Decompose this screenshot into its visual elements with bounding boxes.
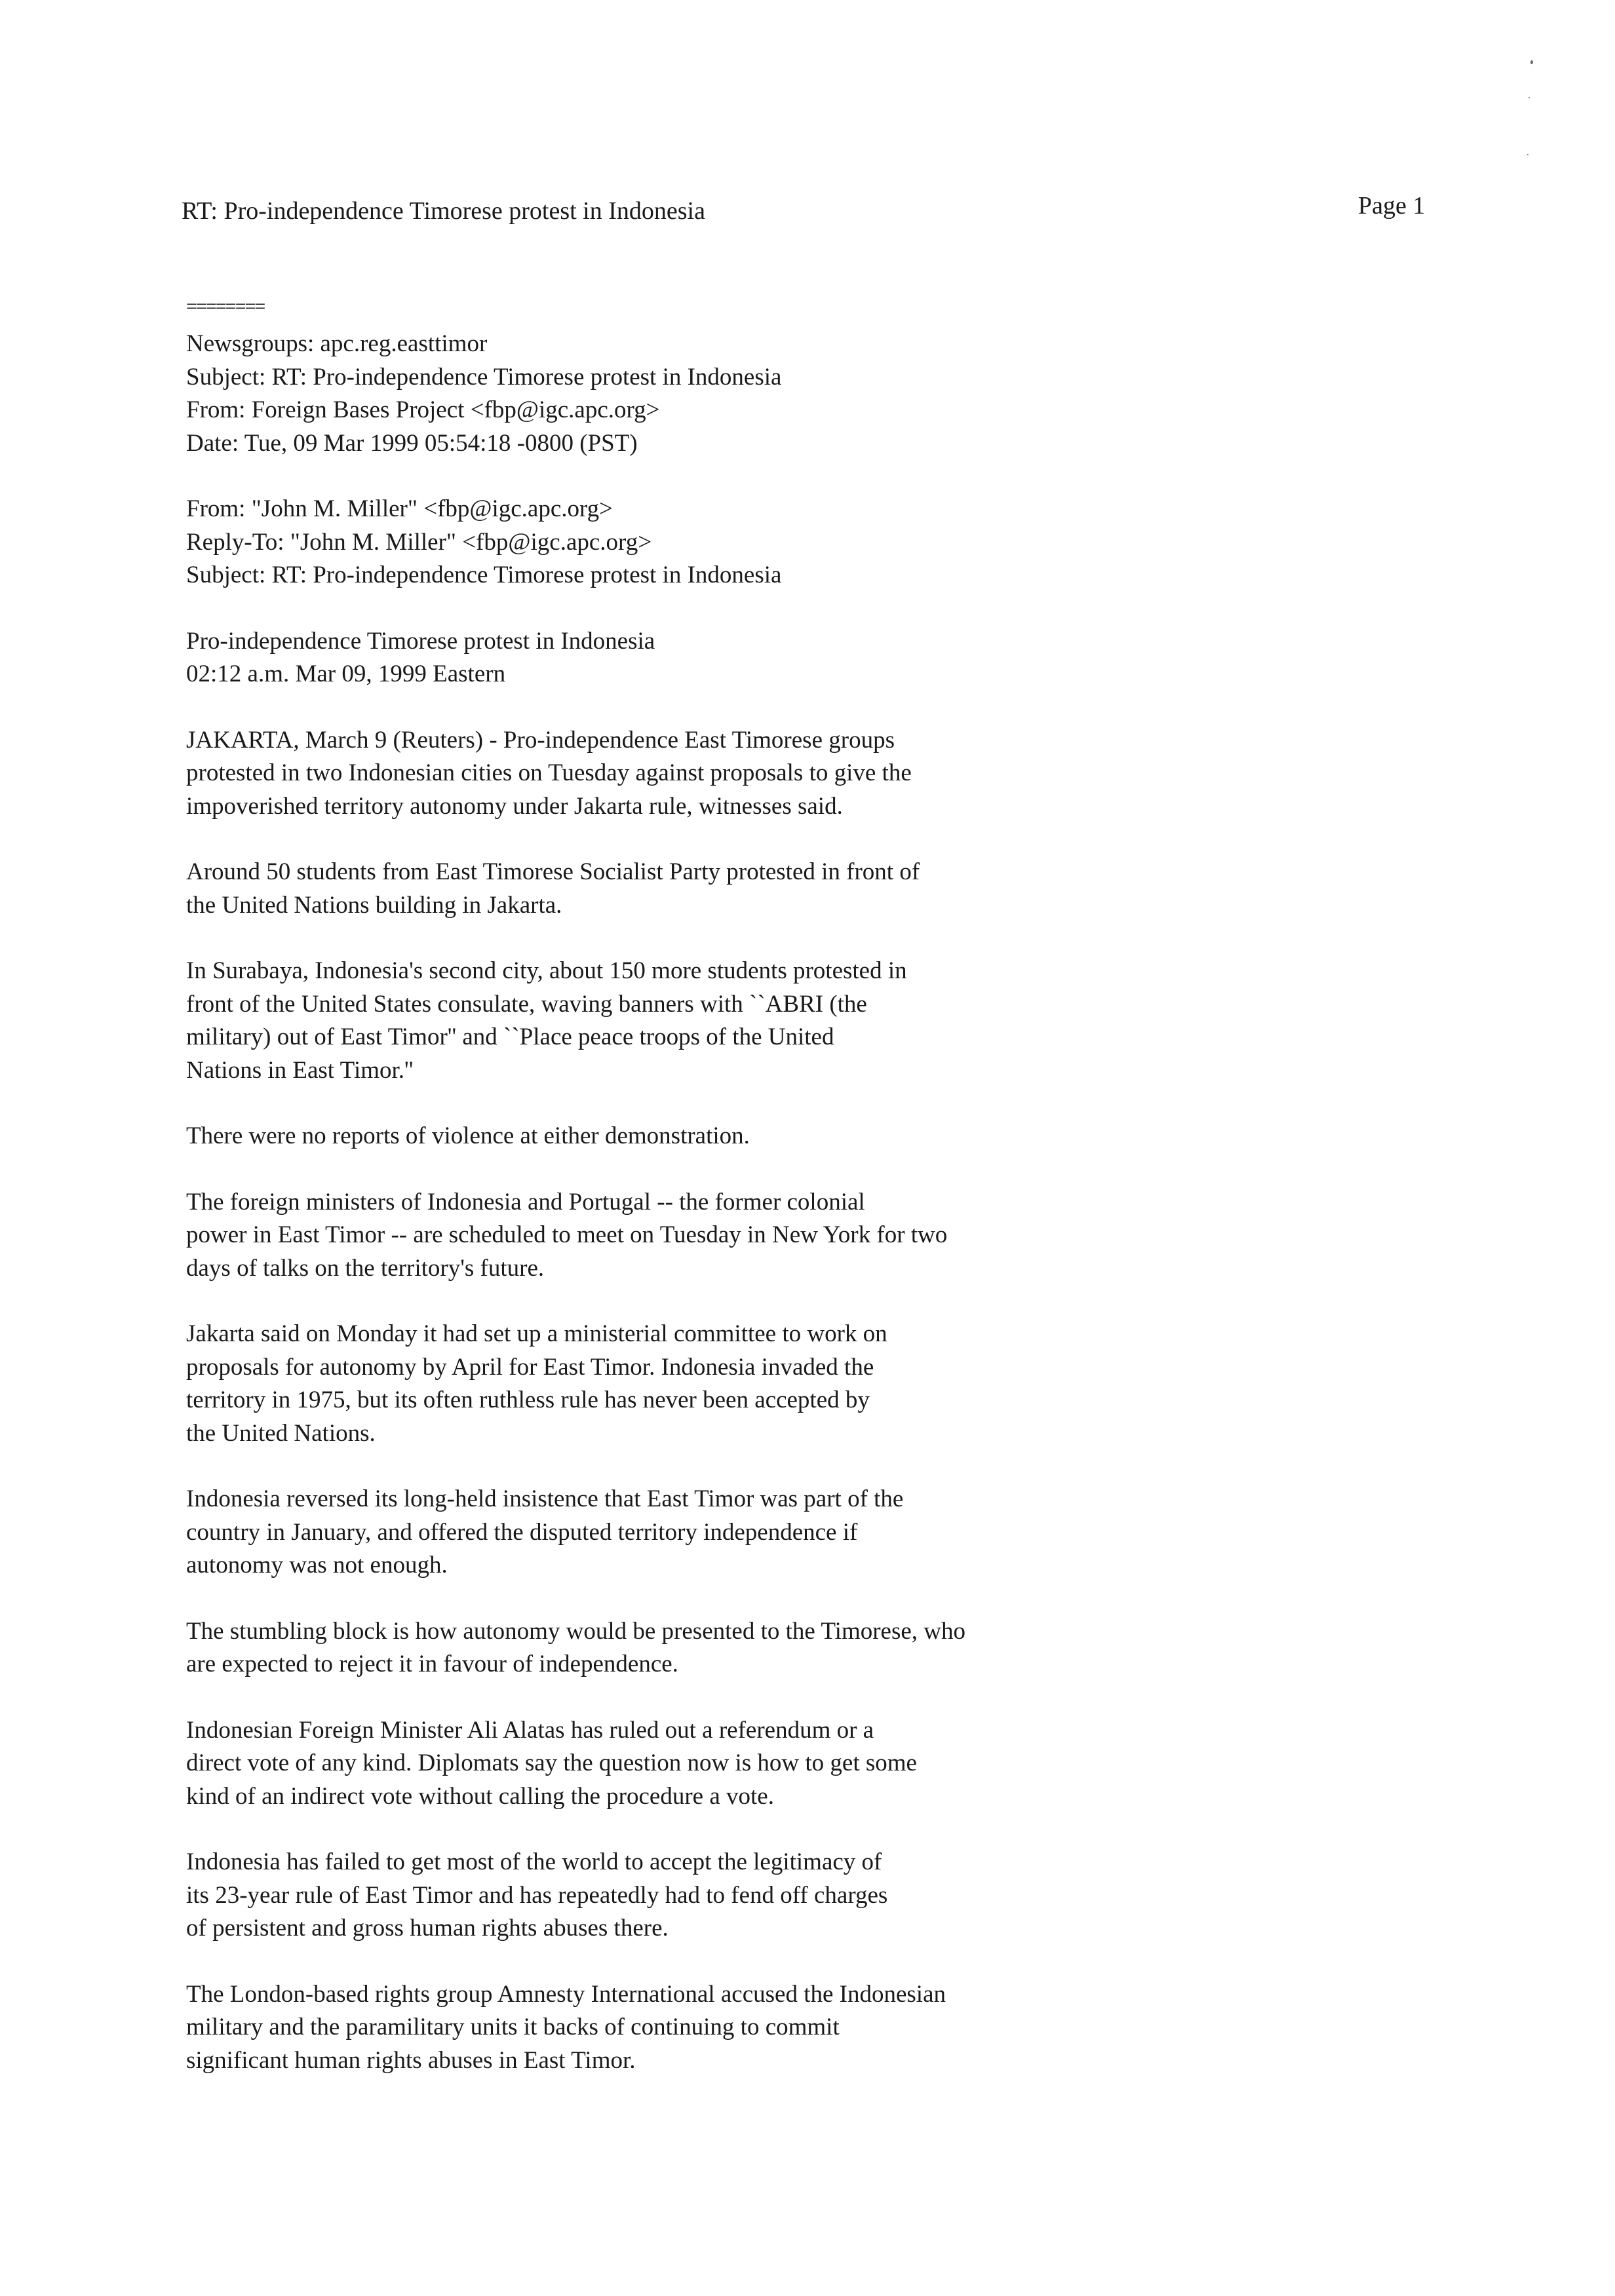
page-title: RT: Pro-independence Timorese protest in Indonesia: [182, 197, 705, 225]
paragraph: [186, 1120, 1169, 1153]
text-line: Jakarta said on Monday it had set up a ministerial committee to work on: [186, 1320, 887, 1347]
text-line: Indonesia reversed its long-held insistence that East Timor was part of the: [186, 1485, 904, 1512]
text-line: The London-based rights group Amnesty International accused the Indonesian: [186, 1980, 946, 2008]
message-body: [186, 328, 1169, 2110]
text-line: The stumbling block is how autonomy would be presented to the Timorese, who: [186, 1617, 966, 1645]
paragraph: [186, 1978, 1169, 2078]
date-line: Date: Tue, 09 Mar 1999 05:54:18 -0800 (PST): [186, 429, 638, 457]
newsgroups-line: Newsgroups: apc.reg.easttimor: [186, 330, 488, 357]
text-line: impoverished territory autonomy under Jakarta rule, witnesses said.: [186, 792, 843, 820]
text-line: front of the United States consulate, waving banners with ``ABRI (the: [186, 990, 867, 1018]
text-line: territory in 1975, but its often ruthless rule has never been accepted by: [186, 1387, 870, 1413]
scan-artifact: [1530, 60, 1533, 64]
text-line: Indonesian Foreign Minister Ali Alatas has ruled out a referendum or a: [186, 1716, 874, 1744]
paragraph: [186, 1846, 1169, 1945]
text-line: the United Nations.: [186, 1419, 376, 1447]
mail-header: [186, 493, 1169, 592]
text-line: direct vote of any kind. Diplomats say the question now is how to get some: [186, 1750, 917, 1776]
page-number: Page 1: [1358, 192, 1426, 220]
text-line: proposals for autonomy by April for East Timor. Indonesia invaded the: [186, 1353, 874, 1381]
scan-artifact: [1527, 154, 1528, 155]
text-line: Indonesia has failed to get most of the world to accept the legitimacy of: [186, 1848, 882, 1875]
text-line: the United Nations building in Jakarta.: [186, 891, 562, 919]
text-line: protested in two Indonesian cities on Tuesday against proposals to give the: [186, 759, 912, 786]
text-line: JAKARTA, March 9 (Reuters) - Pro-independence East Timorese groups: [186, 726, 895, 754]
separator: ========: [186, 296, 265, 317]
text-line: country in January, and offered the disputed territory independence if: [186, 1518, 858, 1546]
paragraph: [186, 1714, 1169, 1814]
paragraph: [186, 1483, 1169, 1582]
newsgroup-header: [186, 328, 1169, 460]
text-line: military and the paramilitary units it backs of continuing to commit: [186, 2014, 840, 2040]
text-line: days of talks on the territory's future.: [186, 1254, 545, 1282]
paragraph: [186, 1186, 1169, 1286]
scan-artifact: [1528, 97, 1530, 98]
paragraph: [186, 856, 1169, 922]
text-line: power in East Timor -- are scheduled to meet on Tuesday in New York for two: [186, 1221, 948, 1248]
text-line: kind of an indirect vote without calling the procedure a vote.: [186, 1782, 774, 1810]
article-title: Pro-independence Timorese protest in Indonesia: [186, 627, 655, 655]
article-timestamp: 02:12 a.m. Mar 09, 1999 Eastern: [186, 660, 506, 687]
text-line: The foreign ministers of Indonesia and Portugal -- the former colonial: [186, 1188, 865, 1215]
paragraph: [186, 724, 1169, 824]
text-line: its 23-year rule of East Timor and has repeatedly had to fend off charges: [186, 1881, 888, 1909]
subject-line: Subject: RT: Pro-independence Timorese protest in Indonesia: [186, 363, 782, 391]
text-line: In Surabaya, Indonesia's second city, about 150 more students protested in: [186, 957, 907, 984]
text-line: Around 50 students from East Timorese Socialist Party protested in front of: [186, 858, 920, 885]
paragraph: [186, 1615, 1169, 1681]
paragraph: [186, 955, 1169, 1087]
article-header: [186, 625, 1169, 691]
text-line: military) out of East Timor'' and ``Place peace troops of the United: [186, 1024, 834, 1050]
subject-line: Subject: RT: Pro-independence Timorese protest in Indonesia: [186, 562, 782, 588]
text-line: are expected to reject it in favour of independence.: [186, 1651, 678, 1677]
paragraph: [186, 1318, 1169, 1450]
text-line: significant human rights abuses in East Timor.: [186, 2046, 636, 2074]
text-line: autonomy was not enough.: [186, 1552, 448, 1578]
text-line: of persistent and gross human rights abuses there.: [186, 1915, 669, 1942]
text-line: There were no reports of violence at either demonstration.: [186, 1122, 750, 1149]
text-line: Nations in East Timor.'': [186, 1056, 414, 1084]
from-line: From: "John M. Miller" <fbp@igc.apc.org>: [186, 495, 613, 522]
reply-to-line: Reply-To: "John M. Miller" <fbp@igc.apc.org>: [186, 528, 652, 556]
from-line: From: Foreign Bases Project <fbp@igc.apc.org>: [186, 396, 660, 423]
